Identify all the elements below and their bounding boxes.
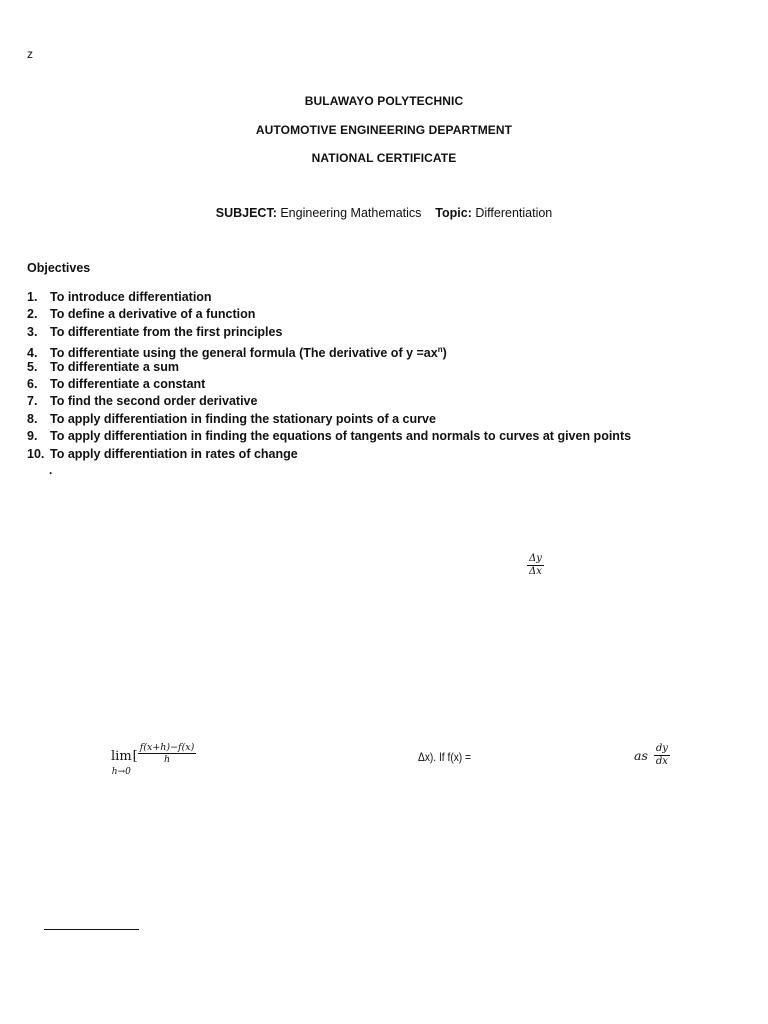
fraction-denominator: dx [655,756,668,767]
objective-number: 6. [27,376,38,391]
objective-text: To differentiate from the first principles [50,324,283,339]
objective-item [27,324,631,341]
objective-text: To differentiate a sum [50,359,179,374]
objective-text: To differentiate a constant [50,376,206,391]
objective-text: To find the second order derivative [50,394,258,409]
dy-over-dx [654,743,670,768]
objective-item [27,446,631,463]
objective-number: 9. [27,429,38,444]
as-dydx-expression [634,743,670,768]
objective-item [27,289,631,306]
delta-y-over-delta-x [527,553,544,578]
list-trailing-dot: . [49,463,53,477]
fraction-numerator: Δy [529,553,542,564]
subject-label: SUBJECT: [215,206,277,220]
objective-number: 5. [27,359,38,374]
as-word: as [634,748,648,763]
objective-text: To apply differentiation in finding the stationary points of a curve [50,411,436,426]
objective-text: To apply differentiation in rates of change [50,446,298,461]
objective-item [27,341,631,361]
objective-number: 7. [27,394,38,409]
objectives-heading: Objectives [27,261,91,275]
objective-item [27,359,631,376]
open-bracket: [ [132,749,138,764]
objective-text: To apply differentiation in finding the equations of tangents and normals to curves at given points [50,429,632,444]
fraction-numerator: f(x+h)−f(x) [139,742,195,753]
objective-item [27,393,631,410]
objective-number: 1. [27,290,38,304]
limit-expression [111,742,196,778]
objective-number: 8. [27,411,38,426]
subject-value: Engineering Mathematics [280,206,422,220]
fraction-numerator: dy [655,743,668,754]
objective-text-main: To differentiate using the general formula (The derivative of y =ax [50,346,438,361]
objective-item [27,428,631,445]
subject-line [0,206,768,220]
objective-text-tail: ) [442,346,447,361]
department-title: AUTOMOTIVE ENGINEERING DEPARTMENT [255,123,513,137]
institution-title: BULAWAYO POLYTECHNIC [304,94,464,108]
delta-x-text: Δx). If f(x) = [418,750,472,764]
exponent-n: n [437,345,443,355]
fraction-denominator: h [163,754,171,766]
limit-operator [111,742,132,778]
objective-item [27,306,631,323]
limit-subscript: h→0 [111,767,131,777]
limit-word: lim [111,749,132,764]
objective-item [27,376,631,393]
objective-number: 3. [27,324,38,339]
objective-number: 10. [27,446,45,461]
objective-number: 2. [27,307,38,322]
footnote-separator [44,929,139,930]
objective-text: To define a derivative of a function [50,307,256,322]
topic-label: Topic: [435,206,472,220]
topic-value: Differentiation [475,206,553,220]
objective-item [27,411,631,428]
difference-quotient [138,742,197,766]
objectives-list [27,289,631,463]
certificate-title: NATIONAL CERTIFICATE [311,151,457,165]
objective-text: To introduce differentiation [50,290,212,304]
corner-mark: z [27,47,33,61]
fraction-denominator: Δx [529,566,542,577]
objective-number: 4. [27,346,38,361]
